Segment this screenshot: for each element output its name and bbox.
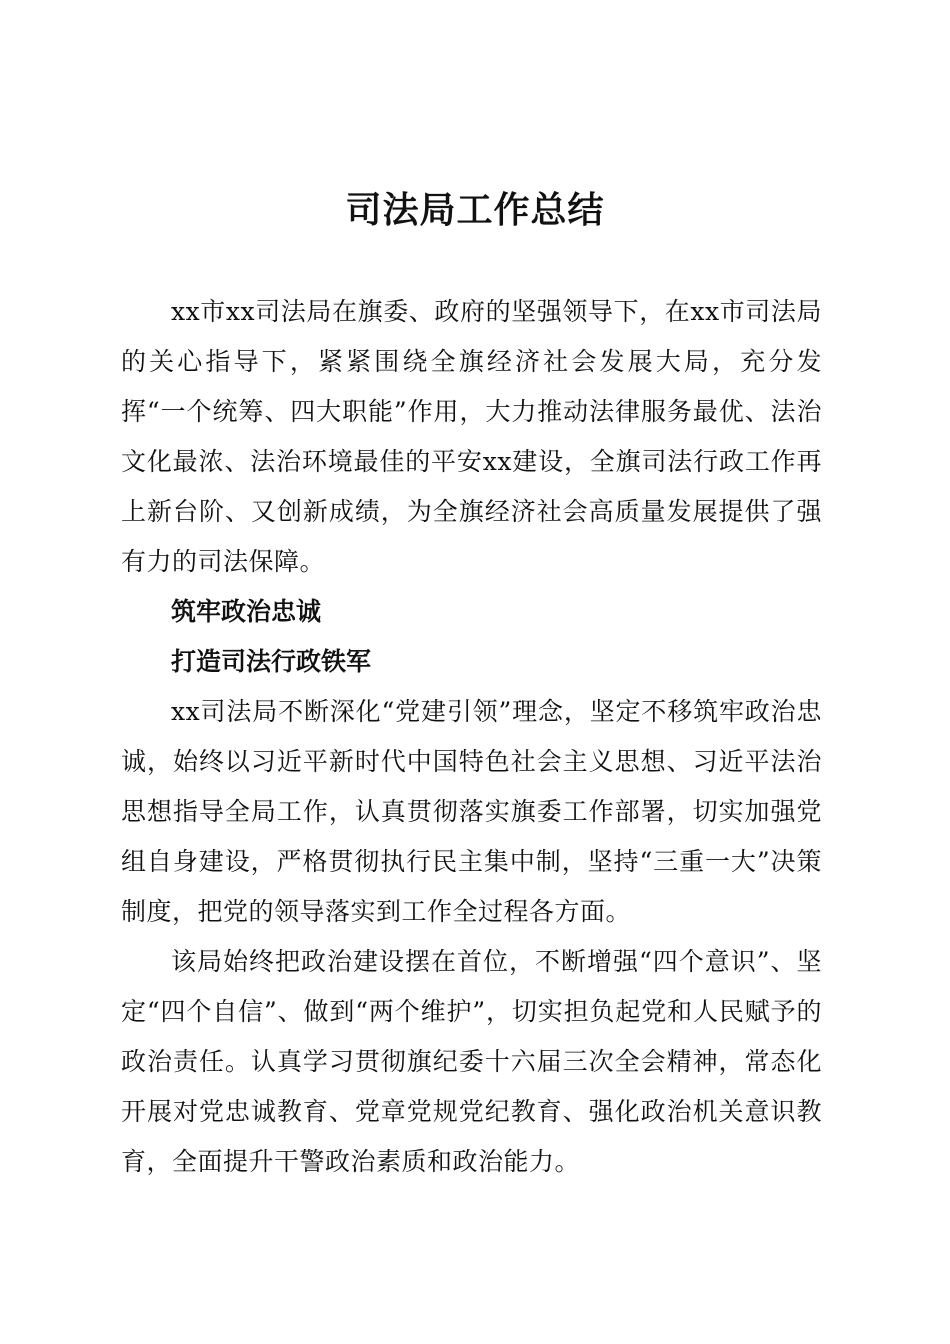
political-construction-paragraph: 该局始终把政治建设摆在首位，不断增强“四个意识”、坚定“四个自信”、做到“两个维护”，切实担负起党和人民赋予的政治责任。认真学习贯彻旗纪委十六届三次全会精神，常态化开展对党忠诚教育、党章党规党纪教育、强化政治机关意识教育，全面提升干警政治素质和政治能力。 (121, 947, 822, 1176)
document-title: 司法局工作总结 (345, 189, 605, 231)
party-building-paragraph: xx司法局不断深化“党建引领”理念，坚定不移筑牢政治忠诚，始终以习近平新时代中国特色社会主义思想、习近平法治思想指导全局工作，认真贯彻落实旗委工作部署，切实加强党组自身建设，严格贯彻执行民主集中制，坚持“三重一大”决策制度，把党的领导落实到工作全过程各方面。 (121, 697, 822, 926)
section-heading-political-loyalty: 筑牢政治忠诚 (171, 597, 322, 626)
intro-paragraph: xx市xx司法局在旗委、政府的坚强领导下，在xx市司法局的关心指导下，紧紧围绕全旗经济社会发展大局，充分发挥“一个统筹、四大职能”作用，大力推动法律服务最优、法治文化最浓、法治环境最佳的平安xx建设，全旗司法行政工作再上新台阶、又创新成绩，为全旗经济社会高质量发展提供了强有力的司法保障。 (121, 297, 822, 576)
section-heading-iron-army: 打造司法行政铁军 (171, 647, 372, 676)
